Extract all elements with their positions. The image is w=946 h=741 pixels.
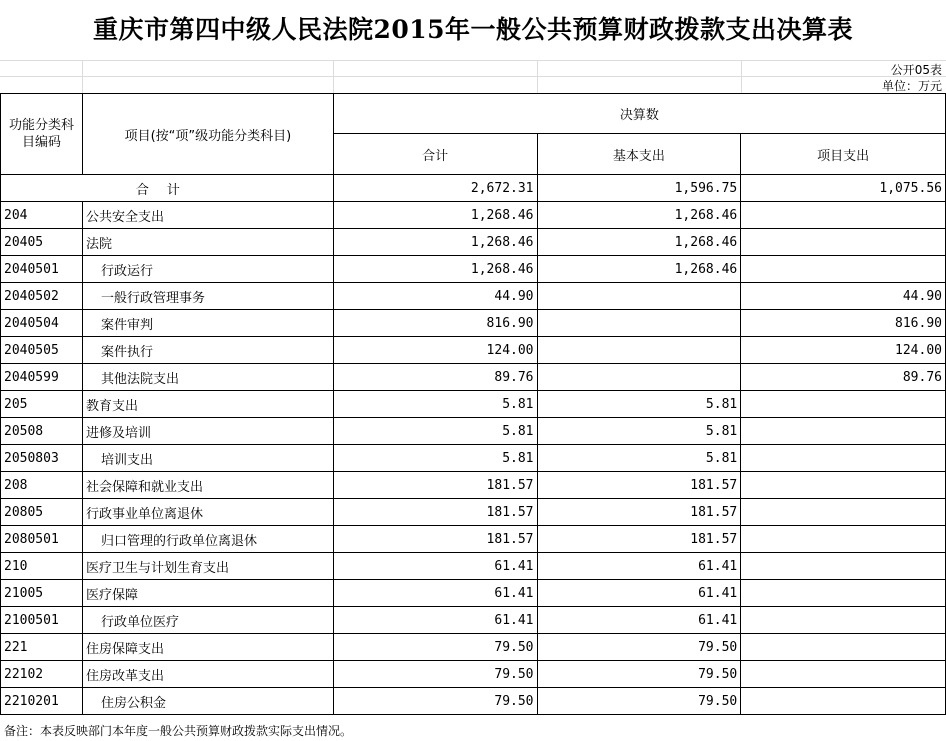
row-total: 44.90: [333, 283, 537, 310]
row-name: 行政事业单位离退休: [82, 499, 333, 526]
row-basic: 79.50: [537, 688, 741, 715]
footnote: 备注：本表反映部门本年度一般公共预算财政拨款实际支出情况。: [4, 724, 353, 738]
budget-table: [0, 93, 946, 715]
row-total: 61.41: [333, 553, 537, 580]
row-basic: 5.81: [537, 445, 741, 472]
row-name: 医疗保障: [82, 580, 333, 607]
table-row: [1, 364, 946, 391]
header-total: 合计: [333, 134, 537, 175]
row-basic: 181.57: [537, 526, 741, 553]
row-basic: [537, 337, 741, 364]
row-project: 44.90: [741, 283, 946, 310]
header-basic: 基本支出: [537, 134, 741, 175]
row-project: [741, 553, 946, 580]
row-code: 2040504: [1, 310, 83, 337]
row-name: 行政单位医疗: [82, 607, 333, 634]
table-row: [1, 337, 946, 364]
row-total: 816.90: [333, 310, 537, 337]
row-name: 住房保障支出: [82, 634, 333, 661]
row-project: [741, 229, 946, 256]
row-code: 204: [1, 202, 83, 229]
row-basic: 61.41: [537, 553, 741, 580]
row-code: 205: [1, 391, 83, 418]
table-row: [1, 418, 946, 445]
row-name: 行政运行: [82, 256, 333, 283]
row-total: 1,268.46: [333, 229, 537, 256]
row-name: 案件执行: [82, 337, 333, 364]
row-code: 2040599: [1, 364, 83, 391]
row-total: 61.41: [333, 607, 537, 634]
row-code: 221: [1, 634, 83, 661]
table-row: [1, 472, 946, 499]
header-code-col: 功能分类科目编码: [1, 94, 83, 175]
row-code: 2100501: [1, 607, 83, 634]
row-name: 住房公积金: [82, 688, 333, 715]
row-total: 89.76: [333, 364, 537, 391]
header-project: 项目支出: [741, 134, 946, 175]
table-row: [1, 526, 946, 553]
row-project: [741, 526, 946, 553]
row-name: 一般行政管理事务: [82, 283, 333, 310]
row-name: 培训支出: [82, 445, 333, 472]
row-name: 教育支出: [82, 391, 333, 418]
total-row: [1, 175, 946, 202]
row-total: 5.81: [333, 391, 537, 418]
row-code: 2210201: [1, 688, 83, 715]
row-name: 归口管理的行政单位离退休: [82, 526, 333, 553]
row-code: 2080501: [1, 526, 83, 553]
row-total: 79.50: [333, 688, 537, 715]
row-name: 其他法院支出: [82, 364, 333, 391]
gridline: [741, 60, 742, 93]
row-project: [741, 688, 946, 715]
row-total: 181.57: [333, 526, 537, 553]
row-code: 20508: [1, 418, 83, 445]
row-code: 20405: [1, 229, 83, 256]
table-row: [1, 256, 946, 283]
row-total: 5.81: [333, 418, 537, 445]
row-project: 816.90: [741, 310, 946, 337]
row-basic: 1,268.46: [537, 256, 741, 283]
row-project: [741, 661, 946, 688]
row-code: 2040502: [1, 283, 83, 310]
gridline: [333, 60, 334, 93]
total-row-total: 2,672.31: [333, 175, 537, 202]
row-basic: 5.81: [537, 418, 741, 445]
row-basic: 1,268.46: [537, 229, 741, 256]
row-project: [741, 580, 946, 607]
row-basic: 79.50: [537, 634, 741, 661]
row-total: 1,268.46: [333, 256, 537, 283]
table-row: [1, 445, 946, 472]
row-basic: [537, 310, 741, 337]
row-name: 案件审判: [82, 310, 333, 337]
row-total: 5.81: [333, 445, 537, 472]
report-title: 重庆市第四中级人民法院2015年一般公共预算财政拨款支出决算表: [92, 15, 854, 44]
header-amount-group: 决算数: [333, 94, 945, 134]
row-basic: [537, 283, 741, 310]
row-total: 181.57: [333, 499, 537, 526]
table-row: [1, 580, 946, 607]
gridline: [0, 76, 946, 77]
row-basic: 61.41: [537, 580, 741, 607]
total-row-basic: 1,596.75: [537, 175, 741, 202]
table-row: [1, 499, 946, 526]
row-code: 20805: [1, 499, 83, 526]
table-row: [1, 688, 946, 715]
row-total: 181.57: [333, 472, 537, 499]
row-code: 2040505: [1, 337, 83, 364]
table-row: [1, 229, 946, 256]
row-name: 医疗卫生与计划生育支出: [82, 553, 333, 580]
table-row: [1, 553, 946, 580]
row-project: 124.00: [741, 337, 946, 364]
table-number-label: 公开05表: [890, 63, 942, 77]
row-basic: 1,268.46: [537, 202, 741, 229]
row-project: [741, 445, 946, 472]
row-project: [741, 418, 946, 445]
row-total: 79.50: [333, 634, 537, 661]
row-basic: 61.41: [537, 607, 741, 634]
row-project: [741, 256, 946, 283]
row-basic: 181.57: [537, 472, 741, 499]
table-row: [1, 661, 946, 688]
row-project: [741, 634, 946, 661]
table-row: [1, 202, 946, 229]
row-total: 1,268.46: [333, 202, 537, 229]
row-project: [741, 499, 946, 526]
row-project: [741, 472, 946, 499]
row-total: 124.00: [333, 337, 537, 364]
total-row-project: 1,075.56: [741, 175, 946, 202]
row-project: [741, 391, 946, 418]
row-code: 22102: [1, 661, 83, 688]
row-name: 法院: [82, 229, 333, 256]
row-total: 79.50: [333, 661, 537, 688]
table-row: [1, 607, 946, 634]
row-code: 2040501: [1, 256, 83, 283]
row-code: 21005: [1, 580, 83, 607]
table-row: [1, 310, 946, 337]
row-total: 61.41: [333, 580, 537, 607]
table-row: [1, 391, 946, 418]
row-project: [741, 607, 946, 634]
row-project: 89.76: [741, 364, 946, 391]
unit-label: 单位：万元: [881, 79, 942, 93]
header-name-col: 项目(按“项”级功能分类科目): [82, 94, 333, 175]
row-name: 社会保障和就业支出: [82, 472, 333, 499]
row-basic: [537, 364, 741, 391]
row-name: 住房改革支出: [82, 661, 333, 688]
row-name: 公共安全支出: [82, 202, 333, 229]
row-basic: 5.81: [537, 391, 741, 418]
table-row: [1, 634, 946, 661]
row-basic: 181.57: [537, 499, 741, 526]
row-name: 进修及培训: [82, 418, 333, 445]
gridline: [0, 60, 946, 61]
row-code: 2050803: [1, 445, 83, 472]
gridline: [82, 60, 83, 93]
gridline: [537, 60, 538, 93]
row-code: 208: [1, 472, 83, 499]
row-basic: 79.50: [537, 661, 741, 688]
table-row: [1, 283, 946, 310]
total-row-label: 合计: [1, 175, 334, 202]
row-code: 210: [1, 553, 83, 580]
row-project: [741, 202, 946, 229]
